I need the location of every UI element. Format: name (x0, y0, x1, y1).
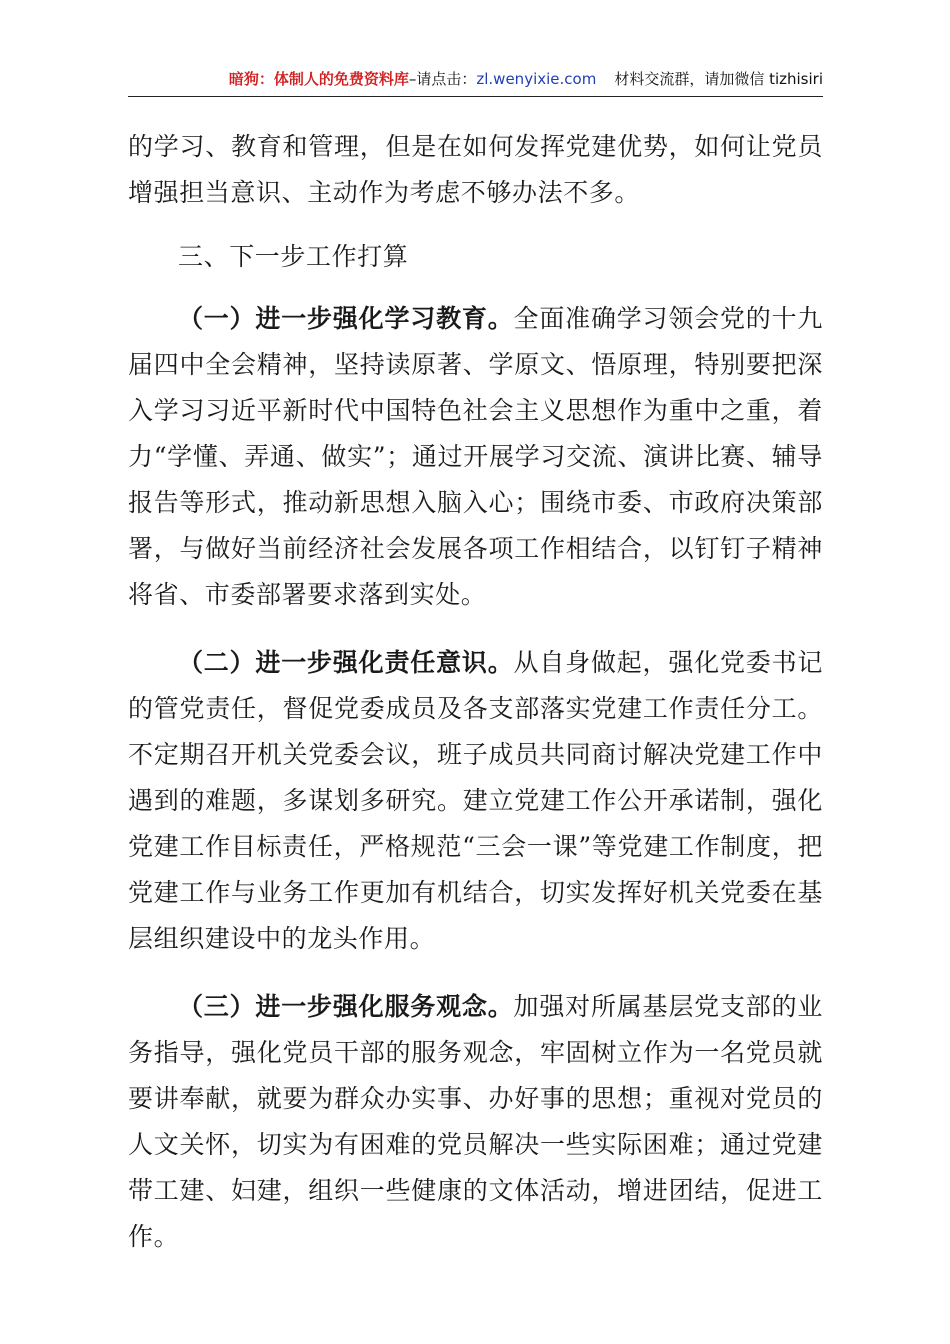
continuation-paragraph: 的学习、教育和管理，但是在如何发挥党建优势，如何让党员增强担当意识、主动作为考虑不够办法不多。 (128, 132, 823, 207)
paragraph-item-1 (128, 296, 823, 618)
paragraph-item-2 (128, 640, 823, 962)
header-prompt: –请点击： (408, 70, 477, 88)
paragraph-lead: （一）进一步强化学习教育。 (178, 304, 514, 333)
page-header (128, 68, 823, 97)
paragraph-text: 全面准确学习领会党的十九届四中全会精神，坚持读原著、学原文、悟原理，特别要把深入学习习近平新时代中国特色社会主义思想作为重中之重，着力“学懂、弄通、做实”；通过开展学习交流、演讲比赛、辅导报告等形式，推动新思想入脑入心；围绕市委、市政府决策部署，与做好当前经济社会发展各项工作相结合，以钉钉子精神将省、市委部署要求落到实处。 (128, 304, 824, 609)
paragraph-text: 从自身做起，强化党委书记的管党责任，督促党委成员及各支部落实党建工作责任分工。不定期召开机关党委会议，班子成员共同商讨解决党建工作中遇到的难题，多谋划多研究。建立党建工作公开承诺制，强化党建工作目标责任，严格规范“三会一课”等党建工作制度，把党建工作与业务工作更加有机结合，切实发挥好机关党委在基层组织建设中的龙头作用。 (128, 648, 824, 953)
header-brand: 暗狗：体制人的免费资料库 (228, 70, 409, 88)
section-heading: 三、下一步工作打算 (178, 242, 409, 271)
header-contact: 材料交流群，请加微信 tizhisiri (614, 70, 823, 88)
paragraph-text: 加强对所属基层党支部的业务指导，强化党员干部的服务观念，牢固树立作为一名党员就要讲奉献，就要为群众办实事、办好事的思想；重视对党员的人文关怀，切实为有困难的党员解决一些实际困难；通过党建带工建、妇建，组织一些健康的文体活动，增进团结，促进工作。 (128, 992, 824, 1251)
paragraph-lead: （三）进一步强化服务观念。 (178, 992, 514, 1021)
document-body (128, 124, 823, 1260)
paragraph-item-3 (128, 984, 823, 1260)
paragraph-lead: （二）进一步强化责任意识。 (178, 648, 514, 677)
header-link[interactable]: zl.wenyixie.com (476, 70, 597, 88)
